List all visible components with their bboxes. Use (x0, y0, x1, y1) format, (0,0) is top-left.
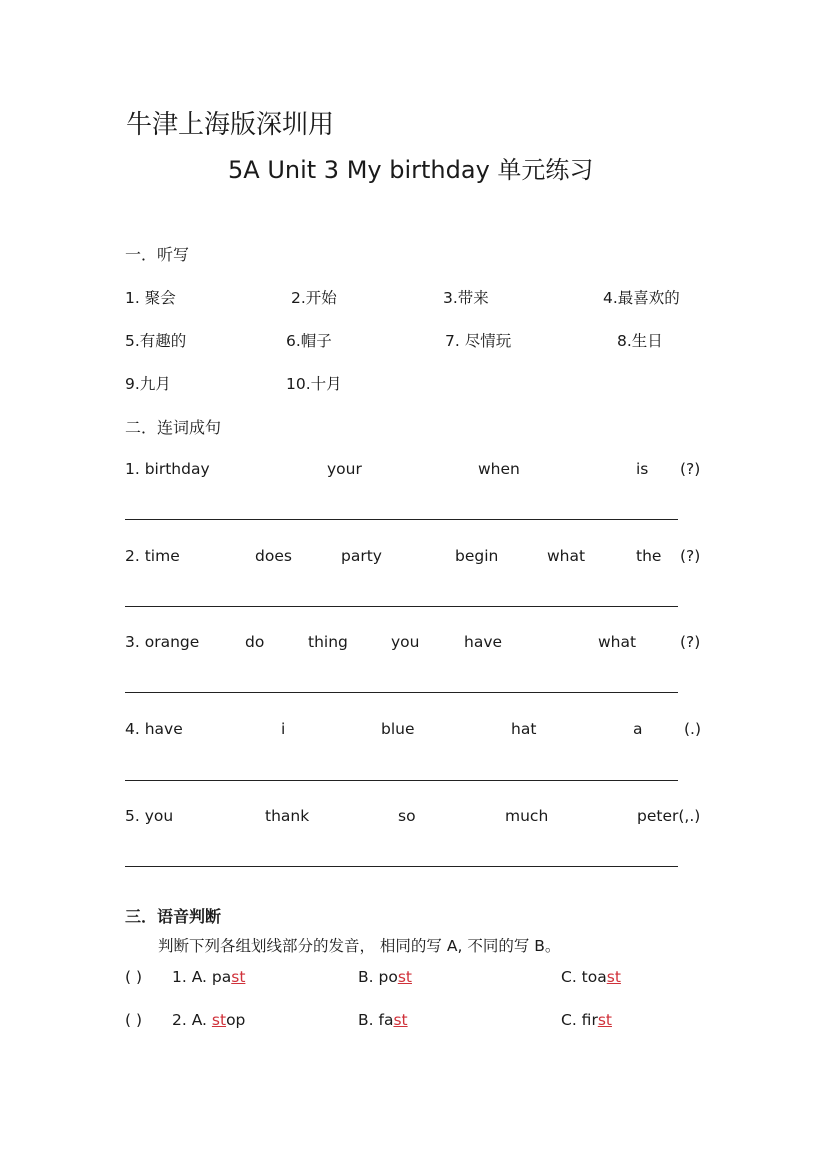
scrambled-word: what (547, 547, 586, 565)
scrambled-word: so (398, 807, 416, 825)
scrambled-word: i (281, 720, 286, 738)
scrambled-word: 2. time (125, 547, 180, 565)
page-title: 牛津上海版深圳用 (126, 110, 335, 140)
scrambled-word: begin (455, 547, 499, 565)
answer-blank[interactable]: ( ) (125, 968, 143, 986)
scrambled-word: blue (381, 720, 415, 738)
scrambled-word: do (245, 633, 265, 651)
scrambled-word: the (636, 547, 662, 565)
scrambled-word: when (478, 460, 520, 478)
option-b: B. post (358, 968, 412, 986)
dictation-item: 10.十月 (286, 375, 342, 393)
answer-line[interactable] (125, 780, 678, 781)
unit-title: 5A Unit 3 My birthday 单元练习 (228, 156, 594, 184)
scrambled-word: is (636, 460, 649, 478)
scrambled-word: thing (308, 633, 348, 651)
scrambled-word: what (598, 633, 637, 651)
scrambled-word: you (391, 633, 420, 651)
scrambled-punct: (?) (680, 633, 701, 651)
dictation-item: 6.帽子 (286, 332, 332, 350)
option-b: B. fast (358, 1011, 408, 1029)
scrambled-word: party (341, 547, 382, 565)
dictation-item: 7. 尽情玩 (445, 332, 512, 350)
scrambled-word: thank (265, 807, 310, 825)
scrambled-word: peter(,.) (637, 807, 701, 825)
section3-instruction: 判断下列各组划线部分的发音， 相同的写 A, 不同的写 B。 (158, 937, 561, 955)
scrambled-word: 5. you (125, 807, 174, 825)
answer-line[interactable] (125, 866, 678, 867)
dictation-item: 9.九月 (125, 375, 171, 393)
answer-line[interactable] (125, 519, 678, 520)
scrambled-punct: (?) (680, 547, 701, 565)
scrambled-word: much (505, 807, 549, 825)
scrambled-word: 1. birthday (125, 460, 210, 478)
option-a: 2. A. stop (172, 1011, 246, 1029)
dictation-item: 3.带来 (443, 289, 489, 307)
section2-heading: 二．连词成句 (125, 418, 222, 437)
dictation-item: 4.最喜欢的 (603, 289, 680, 307)
dictation-item: 8.生日 (617, 332, 663, 350)
scrambled-word: hat (511, 720, 537, 738)
answer-line[interactable] (125, 692, 678, 693)
scrambled-word: 4. have (125, 720, 183, 738)
option-a: 1. A. past (172, 968, 246, 986)
scrambled-punct: (?) (680, 460, 701, 478)
scrambled-punct: (.) (684, 720, 702, 738)
answer-line[interactable] (125, 606, 678, 607)
dictation-item: 2.开始 (291, 289, 337, 307)
dictation-item: 1. 聚会 (125, 289, 176, 307)
scrambled-word: does (255, 547, 292, 565)
scrambled-word: have (464, 633, 503, 651)
section3-heading: 三．语音判断 (125, 907, 222, 926)
option-c: C. first (561, 1011, 612, 1029)
section1-heading: 一．听写 (125, 245, 190, 264)
answer-blank[interactable]: ( ) (125, 1011, 143, 1029)
scrambled-word: your (327, 460, 362, 478)
option-c: C. toast (561, 968, 621, 986)
scrambled-word: 3. orange (125, 633, 200, 651)
scrambled-word: a (633, 720, 643, 738)
dictation-item: 5.有趣的 (125, 332, 187, 350)
